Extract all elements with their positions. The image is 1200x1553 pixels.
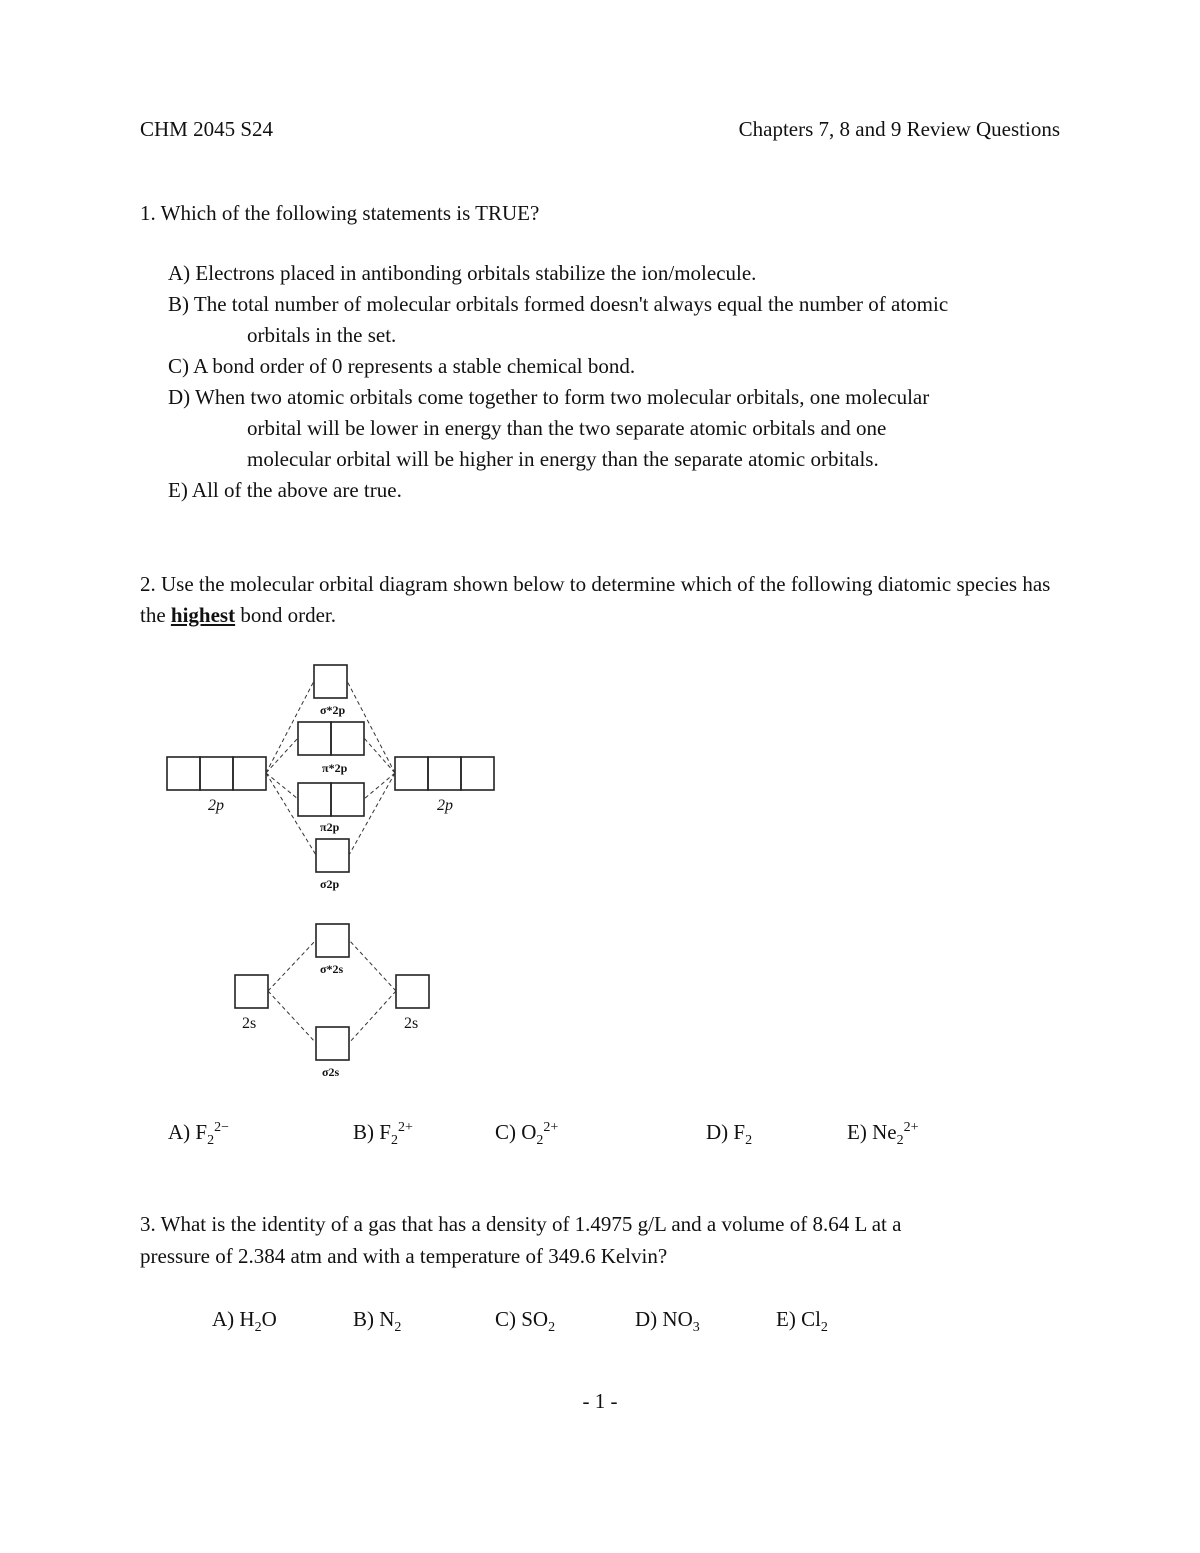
document-title: Chapters 7, 8 and 9 Review Questions — [738, 117, 1060, 141]
left-2s-label: 2s — [242, 1015, 257, 1032]
pi-2p-label: π2p — [320, 820, 340, 834]
q2-answer-c: C) $O_2^{2+}$ — [495, 1120, 559, 1149]
question-3-line-2: pressure of 2.384 atm and with a temperature of 349.6 Kelvin? — [140, 1244, 668, 1268]
q3-answer-a: A) $H_2O$ — [212, 1307, 277, 1336]
right-2p-box-3 — [461, 757, 494, 790]
q1-option-a: A) Electrons placed in antibonding orbitals stabilize the ion/molecule. — [168, 261, 757, 285]
left-2s-box — [235, 975, 268, 1008]
q1-option-d-cont-1: orbital will be lower in energy than the two separate atomic orbitals and one — [247, 416, 887, 440]
q1-option-d-cont-2: molecular orbital will be higher in energy than the separate atomic orbitals. — [247, 447, 879, 471]
left-2p-box-1 — [167, 757, 200, 790]
q2-answer-a: A) $F_2^{2-}$ — [168, 1120, 229, 1149]
left-2p-box-3 — [233, 757, 266, 790]
sigma-2p-label: σ2p — [320, 877, 340, 891]
q1-option-b-cont: orbitals in the set. — [247, 323, 397, 347]
pi-star-2p-box-1 — [298, 722, 331, 755]
q3-answer-b: B) $N_2$ — [353, 1307, 402, 1336]
sigma-2s-box — [316, 1027, 349, 1060]
q3-answer-e: E) $Cl_2$ — [776, 1307, 828, 1336]
q1-option-d: D) When two atomic orbitals come together to form two molecular orbitals, one molecular — [168, 385, 930, 409]
q2-answer-b: B) $F_2^{2+}$ — [353, 1120, 413, 1149]
q1-option-b: B) The total number of molecular orbitals formed doesn't always equal the number of atomic — [168, 292, 949, 316]
course-code: CHM 2045 S24 — [140, 117, 274, 141]
sigma-star-2s-label: σ*2s — [320, 962, 344, 976]
right-2s-label: 2s — [404, 1015, 419, 1032]
question-1-stem: 1. Which of the following statements is TRUE? — [140, 201, 540, 225]
pi-2p-box-2 — [331, 783, 364, 816]
question-3-line-1: 3. What is the identity of a gas that has a density of 1.4975 g/L and a volume of 8.64 L at a — [140, 1212, 902, 1236]
pi-star-2p-box-2 — [331, 722, 364, 755]
q3-answer-c: C) $SO_2$ — [495, 1307, 556, 1336]
right-2s-box — [396, 975, 429, 1008]
q3-answer-d: D) $NO_3$ — [635, 1307, 700, 1336]
q2-answer-e: E) $Ne_2^{2+}$ — [847, 1120, 919, 1149]
q2-stem-part1: 2. Use the molecular orbital diagram shown below to determine which of the following diatomic species has the — [140, 572, 1051, 627]
sigma-star-2p-label: σ*2p — [320, 703, 346, 717]
q2-stem-emphasis: highest — [170, 603, 236, 627]
left-2p-box-2 — [200, 757, 233, 790]
pi-star-2p-label: π*2p — [322, 761, 348, 775]
sigma-2p-box — [316, 839, 349, 872]
left-2p-label: 2p — [208, 797, 224, 814]
right-2p-box-2 — [428, 757, 461, 790]
right-2p-label: 2p — [437, 797, 453, 814]
q2-answer-d: D) $F_2$ — [706, 1120, 753, 1149]
q1-option-c: C) A bond order of 0 represents a stable chemical bond. — [168, 354, 636, 378]
right-2p-box-1 — [395, 757, 428, 790]
pi-2p-box-1 — [298, 783, 331, 816]
page-number: - 1 - — [582, 1389, 618, 1413]
sigma-2s-label: σ2s — [322, 1065, 340, 1079]
q2-stem-part2: bond order. — [240, 603, 336, 627]
sigma-star-2s-box — [316, 924, 349, 957]
sigma-star-2p-box — [314, 665, 347, 698]
q1-option-e: E) All of the above are true. — [168, 478, 402, 502]
